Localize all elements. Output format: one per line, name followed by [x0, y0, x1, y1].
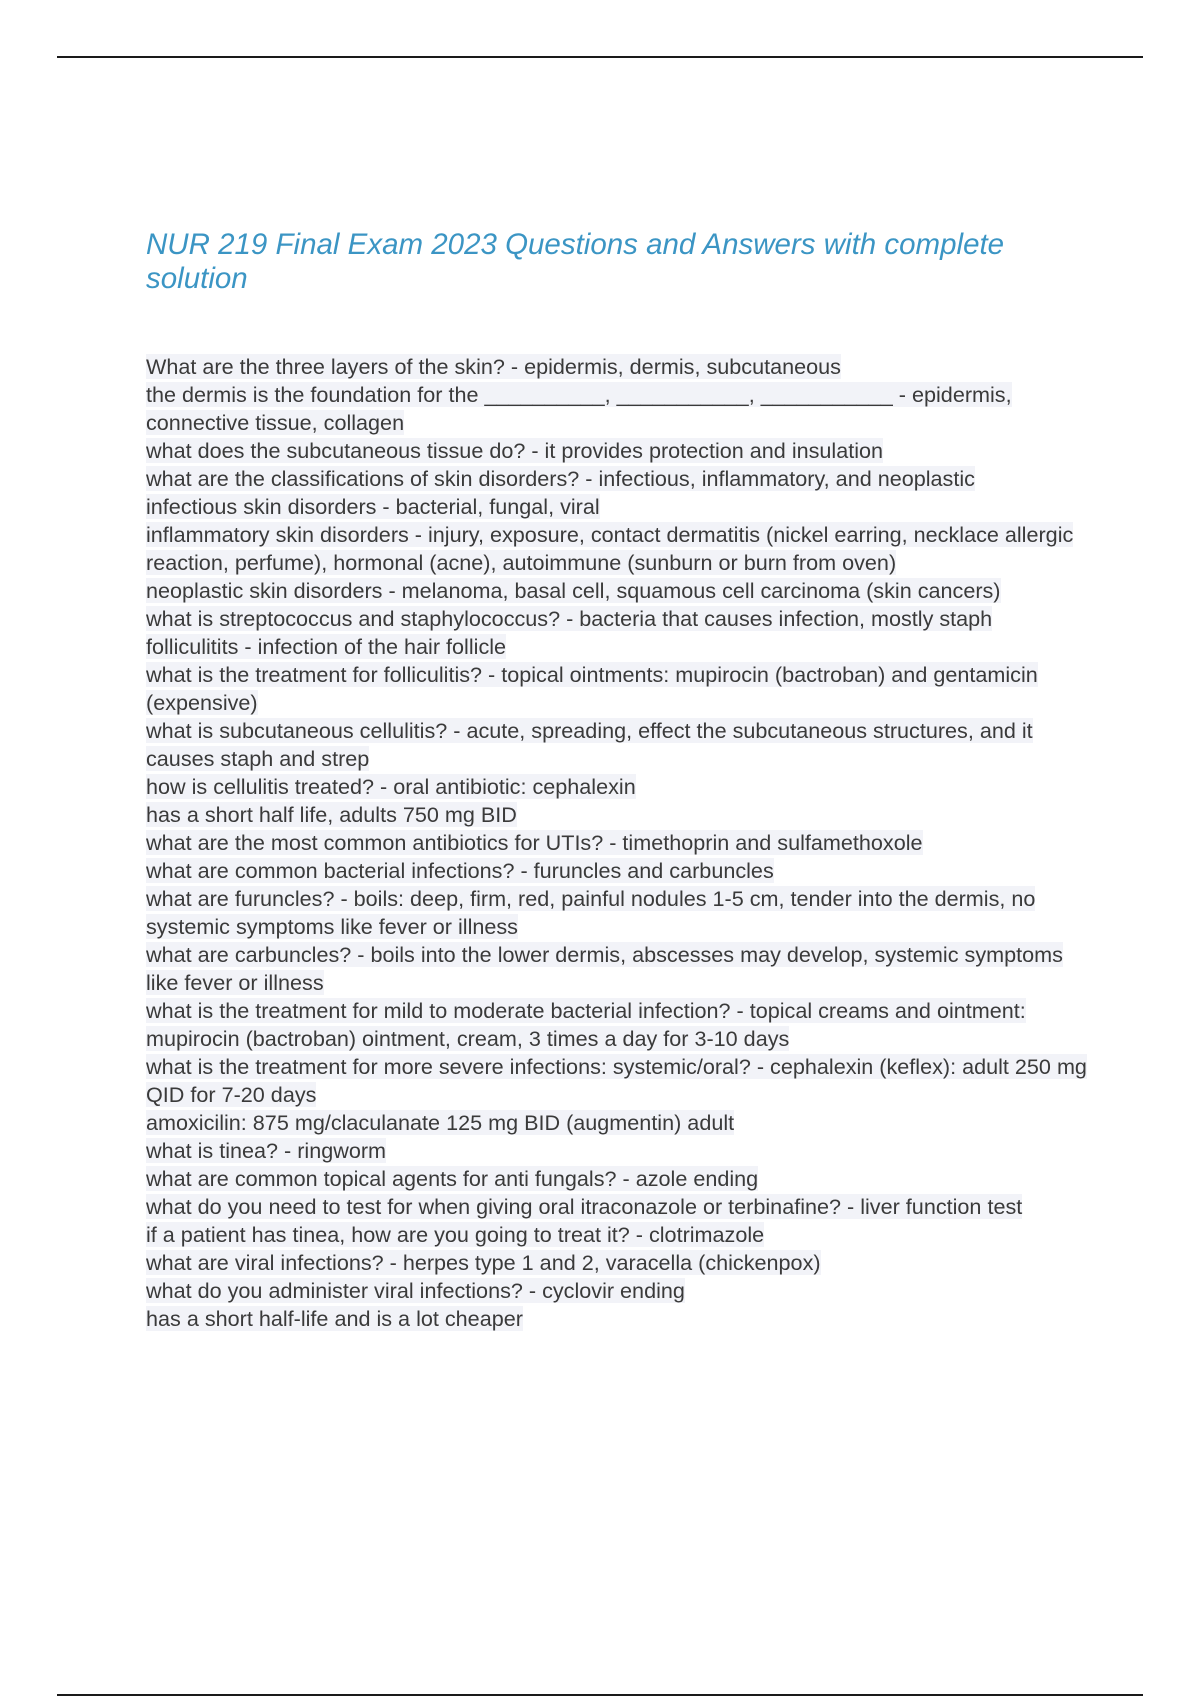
qa-line-text: what are common bacterial infections? - furuncles and carbuncles	[146, 858, 774, 883]
qa-line-text: what are common topical agents for anti fungals? - azole ending	[146, 1166, 759, 1191]
qa-list	[146, 353, 1096, 1333]
qa-line-text: what is subcutaneous cellulitis? - acute, spreading, effect the subcutaneous structures, and it causes staph and strep	[146, 718, 1033, 771]
qa-line	[146, 1249, 1096, 1277]
qa-line-text: amoxicilin: 875 mg/claculanate 125 mg BID (augmentin) adult	[146, 1110, 735, 1135]
qa-line-text: folliculitits - infection of the hair follicle	[146, 634, 507, 659]
qa-line-text: what is streptococcus and staphylococcus? - bacteria that causes infection, mostly staph	[146, 606, 993, 631]
qa-line-text: what does the subcutaneous tissue do? - it provides protection and insulation	[146, 438, 884, 463]
qa-line	[146, 1137, 1096, 1165]
qa-line-text: the dermis is the foundation for the __________, ___________, ___________ - epidermis, connective tissue, collagen	[146, 382, 1012, 435]
qa-line	[146, 521, 1096, 577]
qa-line-text: what are the classifications of skin disorders? - infectious, inflammatory, and neoplastic	[146, 466, 975, 491]
qa-line	[146, 857, 1096, 885]
qa-line-text: what is the treatment for mild to moderate bacterial infection? - topical creams and ointment: mupirocin (bactroban) ointment, cream, 3 times a day for 3-10 days	[146, 998, 1026, 1051]
qa-line	[146, 1109, 1096, 1137]
qa-line	[146, 437, 1096, 465]
qa-line-text: what are furuncles? - boils: deep, firm, red, painful nodules 1-5 cm, tender into the dermis, no systemic symptoms like fever or illness	[146, 886, 1036, 939]
qa-line	[146, 465, 1096, 493]
qa-line	[146, 801, 1096, 829]
qa-line	[146, 661, 1096, 717]
footer-rule	[57, 1694, 1143, 1696]
qa-line	[146, 605, 1096, 633]
header-rule	[57, 56, 1143, 58]
qa-line-text: what do you need to test for when giving oral itraconazole or terbinafine? - liver function test	[146, 1194, 1023, 1219]
document-title: NUR 219 Final Exam 2023 Questions and Answers with complete solution	[146, 228, 1005, 295]
qa-line	[146, 633, 1096, 661]
qa-line-text: what is the treatment for more severe infections: systemic/oral? - cephalexin (keflex): adult 250 mg QID for 7-20 days	[146, 1054, 1087, 1107]
qa-line	[146, 381, 1096, 437]
qa-line	[146, 773, 1096, 801]
qa-line-text: what is the treatment for folliculitis? - topical ointments: mupirocin (bactroban) and gentamicin (expensive)	[146, 662, 1038, 715]
qa-line-text: what are the most common antibiotics for UTIs? - timethoprin and sulfamethoxole	[146, 830, 923, 855]
qa-line-text: has a short half-life and is a lot cheaper	[146, 1306, 523, 1331]
qa-line-text: what do you administer viral infections? - cyclovir ending	[146, 1278, 685, 1303]
qa-line	[146, 829, 1096, 857]
qa-line	[146, 1053, 1096, 1109]
qa-line-text: how is cellulitis treated? - oral antibiotic: cephalexin	[146, 774, 636, 799]
qa-line	[146, 577, 1096, 605]
qa-line	[146, 353, 1096, 381]
qa-line-text: what are viral infections? - herpes type 1 and 2, varacella (chickenpox)	[146, 1250, 821, 1275]
qa-line	[146, 885, 1096, 941]
qa-line	[146, 1305, 1096, 1333]
qa-line	[146, 1221, 1096, 1249]
qa-line-text: what is tinea? - ringworm	[146, 1138, 387, 1163]
qa-line-text: neoplastic skin disorders - melanoma, basal cell, squamous cell carcinoma (skin cancers)	[146, 578, 1001, 603]
qa-line-text: What are the three layers of the skin? - epidermis, dermis, subcutaneous	[146, 354, 841, 379]
qa-line-text: infectious skin disorders - bacterial, fungal, viral	[146, 494, 600, 519]
qa-line	[146, 1193, 1096, 1221]
qa-line	[146, 1165, 1096, 1193]
qa-line	[146, 941, 1096, 997]
qa-line-text: inflammatory skin disorders - injury, exposure, contact dermatitis (nickel earring, necklace allergic reaction, perfume), hormonal (acne), autoimmune (sunburn or burn from oven)	[146, 522, 1074, 575]
qa-line	[146, 1277, 1096, 1305]
qa-line-text: what are carbuncles? - boils into the lower dermis, abscesses may develop, systemic symptoms like fever or illness	[146, 942, 1063, 995]
qa-line-text: has a short half life, adults 750 mg BID	[146, 802, 517, 827]
qa-line	[146, 717, 1096, 773]
qa-line-text: if a patient has tinea, how are you going to treat it? - clotrimazole	[146, 1222, 765, 1247]
qa-line	[146, 997, 1096, 1053]
qa-line	[146, 493, 1096, 521]
